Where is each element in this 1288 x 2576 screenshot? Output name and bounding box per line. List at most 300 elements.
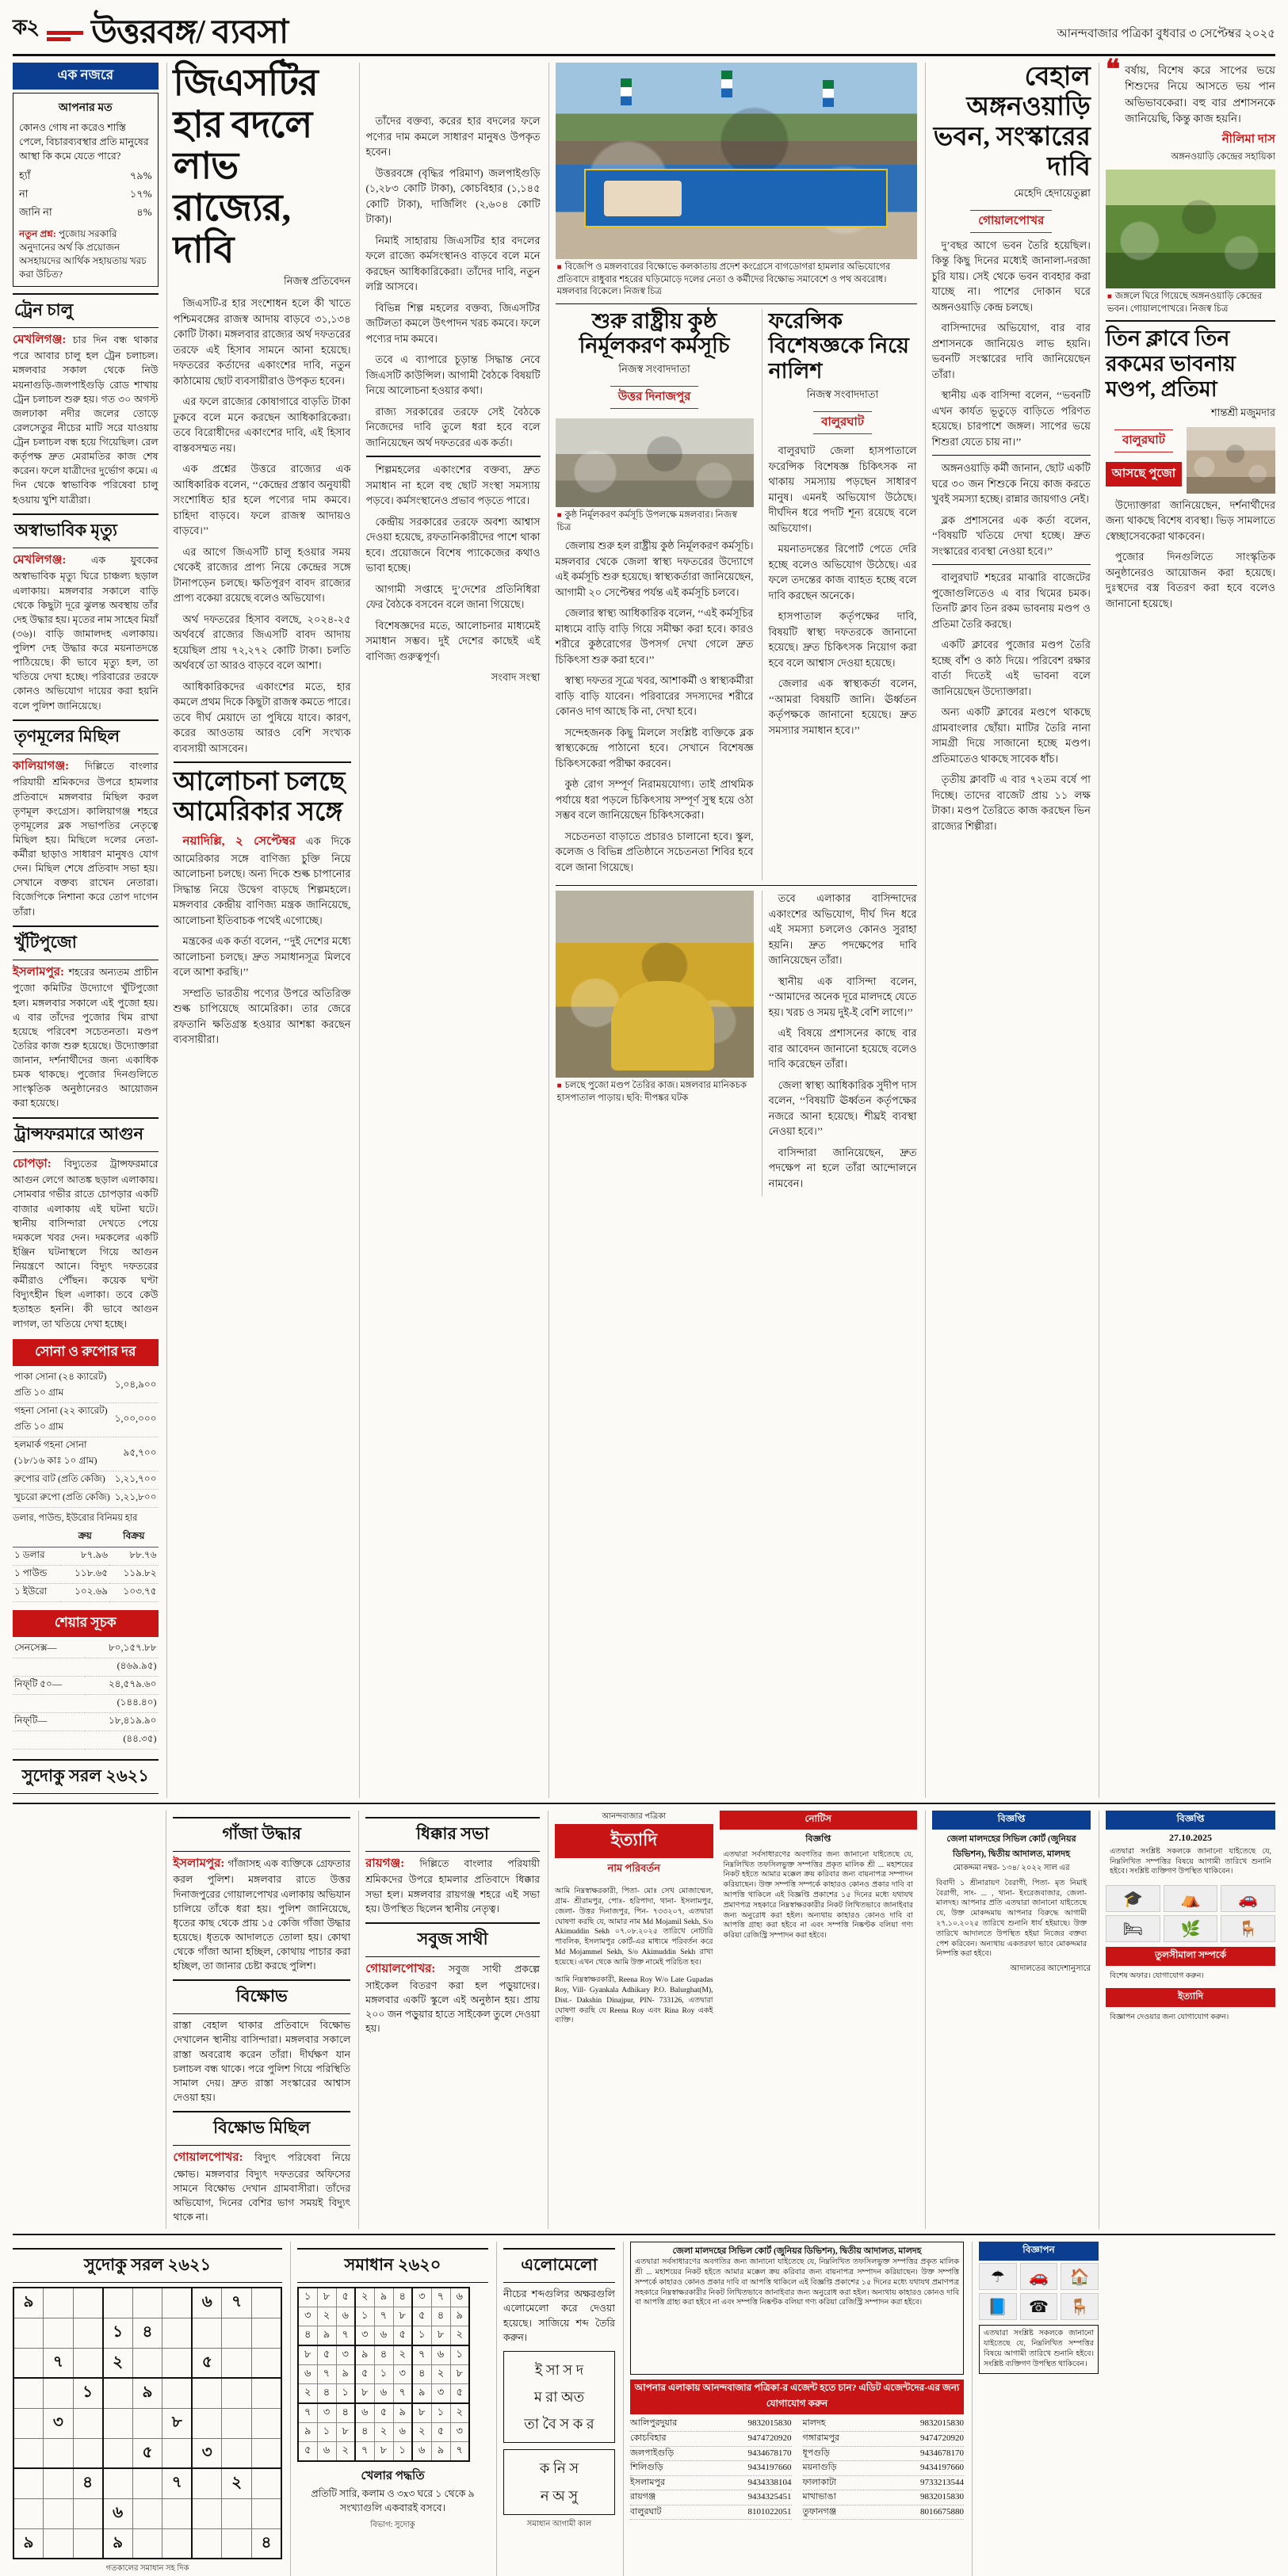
briefs-col-a: [166, 1811, 350, 2230]
sudoku-cell[interactable]: [162, 2318, 193, 2348]
elomelo-heading: এলোমেলো: [503, 2248, 615, 2283]
sudoku-cell[interactable]: [73, 2528, 103, 2559]
brief2-title: বিক্ষোভ মিছিল: [173, 2111, 350, 2146]
poll-row: [19, 204, 152, 223]
agent-contact-heading: আপনার এলাকায় আনন্দবাজার পত্রিকা-র এজেন্ট হতে চান? এডিট এজেন্টদের-এর জন্য যোগাযোগ করুন: [630, 2379, 964, 2414]
gold-value: ৯৫,৭০০: [113, 1437, 159, 1471]
solution-cell: ৭: [393, 2384, 412, 2404]
solution-cell: ৫: [374, 2403, 393, 2423]
solution-cell: ৮: [450, 2365, 469, 2384]
kusht-story: [556, 309, 754, 881]
bottom-band: [13, 2242, 1275, 2576]
sudoku-cell[interactable]: ৯: [103, 2528, 133, 2559]
lead-body-col2: [366, 113, 541, 450]
sudoku-cell[interactable]: ১: [73, 2378, 103, 2408]
paragraph: তৃতীয় ক্লাবটি এ বার ৭২তম বর্ষে পা দিচ্ছে। তাদের বাজেট প্রায় ১১ লক্ষ টাকা। মণ্ডপ তৈরিতে কাজ করছেন ভিন রাজ্যের শিল্পীরা।: [931, 773, 1091, 832]
solution-cell: ১: [374, 2365, 393, 2384]
poll-row: [19, 186, 152, 204]
sudoku-cell[interactable]: [222, 2438, 252, 2468]
solution-col: [290, 2242, 488, 2576]
america-body-cont: [366, 462, 541, 685]
fx-col-buy: ক্রয়: [61, 1528, 109, 1548]
solution-cell: ৬: [393, 2423, 412, 2442]
brief2-text: রাস্তা বেহাল থাকার প্রতিবাদে বিক্ষোভ দেখালেন স্থানীয় বাসিন্দারা। মঙ্গলবার সকালে রাস্তা অবরোধ করেন তাঁরা। দীর্ঘক্ষণ যান চলাচল বন্ধ থাকে। পরে পুলিশ গিয়ে পরিস্থিতি সামাল দেয়। দ্রুত রাস্তা সংস্কারের আশ্বাস দেওয়া হয়।: [173, 2020, 351, 2103]
phone-row: মাথাভাঙা 9832015830: [803, 2490, 965, 2505]
america-dateline: নয়াদিল্লি, ২ সেপ্টেম্বর: [182, 835, 296, 848]
solution-cell: ৬: [317, 2442, 336, 2462]
sudoku-cell[interactable]: [13, 2468, 44, 2498]
solution-cell: ১: [355, 2307, 374, 2326]
poll-row: [19, 168, 152, 186]
poll-heading: এক নজরে: [13, 63, 159, 90]
elomelo-col: [496, 2242, 615, 2576]
solution-cell: ৪: [412, 2365, 431, 2384]
sudoku-cell[interactable]: [132, 2468, 162, 2498]
paragraph: অঙ্গনওয়াড়ি কর্মী জানান, ছোট একটি ঘরে ৩০ জন শিশুকে নিয়ে কাজ করতে খুবই সমস্যা হচ্ছে। রান্নার জায়গাও নেই।: [931, 462, 1091, 506]
brief2-text: সবুজ সাথী প্রকল্পে সাইকেল বিতরণ করা হল পড়ুয়াদের। মঙ্গলবার একটি স্কুলে এই অনুষ্ঠান হয়। প্রায় ২০০ জন পড়ুয়ার হাতে সাইকেল তুলে দেওয়া হয়।: [365, 1963, 540, 2034]
sudoku-cell[interactable]: [132, 2408, 162, 2438]
brief-khutipujo: [13, 925, 159, 1111]
paragraph: উদ্যোক্তারা জানিয়েছেন, দর্শনার্থীদের জন্য থাকছে বিশেষ ব্যবস্থা। ভিড় সামলাতে স্বেচ্ছাসেবকেরা থাকবেন।: [1105, 498, 1275, 542]
paragraph: বিভিন্ন শিল্প মহলের বক্তব্য, জিএসটির জটিলতা কমলে উৎপাদন খরচ কমবে। ফলে পণ্যের দাম কমবে।: [365, 301, 541, 345]
brief-lead: ইসলামপুর:: [13, 965, 64, 979]
sudoku-cell[interactable]: [73, 2408, 103, 2438]
sudoku-cell[interactable]: [103, 2288, 133, 2318]
itadi-text: আমি নিম্নস্বাক্ষরকারী, পিতা- মোঃ সেখ মোজাম্মেল, গ্রাম- শ্রীরামপুর, পোঃ- হরিপাদা, থানা- ইসলামপুর, জেলা- উত্তর দিনাজপুর, পিন- ৭৩৩২০৭, এতদ্বারা ঘোষণা করছি যে, আমার নাম Md Mojamil Sekh, S/o Akimuddin Sekh ০৭.০৮.২০২৫ তারিখে নোটারি পাবলিক, ইসলামপুর কোর্ট-এর মাধ্যমে পরিবর্তন করে Md Mojammel Sekh, S/o Akimuddin Sekh রাখা হয়েছে। এখন থেকে আমি উক্ত নামেই পরিচিত হব।: [554, 1887, 713, 1967]
sudoku-cell[interactable]: ৫: [132, 2438, 162, 2468]
forensic-body: [769, 443, 917, 738]
gold-table: [13, 1369, 159, 1508]
sudoku-cell[interactable]: [222, 2408, 252, 2438]
mandap-photo-block: [556, 891, 754, 1196]
clubs-badge: আসছে পুজো: [1106, 462, 1182, 487]
sudoku-cell[interactable]: [103, 2408, 133, 2438]
quote-icon: ❝: [1105, 55, 1121, 85]
sudoku-cell[interactable]: [44, 2378, 74, 2408]
chair-icon: 🪑: [1221, 1915, 1275, 1942]
itadi-text: আমি নিম্নস্বাক্ষরকারী, Reena Roy W/o Late Gupadas Roy, Vill- Gyankala Adhikary P.O. Balurghat(M), Dist.- Dakshin Dinajpur, PIN- 733126, এতদ্বারা ঘোষণা করছি যে Reena Roy এবং Rina Roy একই ব্যক্তি।: [554, 1976, 713, 2025]
sudoku-cell[interactable]: ৬: [103, 2498, 133, 2528]
graduation-cap-icon: 🎓: [1106, 1885, 1160, 1912]
paragraph: জেলা স্বাস্থ্য আধিকারিক সুদীপ দাস বলেন, ‘‘বিষয়টি ঊর্ধ্বতন কর্তৃপক্ষের নজরে আনা হয়েছে। শীঘ্রই ব্যবস্থা নেওয়া হবে।’’: [768, 1078, 917, 1138]
sudoku-cell[interactable]: [251, 2318, 281, 2348]
poll-results: [19, 168, 152, 223]
sudoku-cell[interactable]: [251, 2288, 281, 2318]
sudoku-cell[interactable]: ৭: [162, 2468, 193, 2498]
elomelo-rows: [503, 2351, 615, 2444]
paragraph: উত্তরবঙ্গে (বৃদ্ধির পরিমাণ) জলপাইগুড়ি (১,২৮৩ কোটি টাকা), কোচবিহার (১,১৪৫ কোটি টাকা), দার্জিলিং (২,৬০৪ কোটি টাকা)।: [365, 166, 541, 225]
solution-cell: ৬: [431, 2345, 450, 2365]
sudoku-cell[interactable]: [73, 2438, 103, 2468]
page-number: ক২: [13, 16, 40, 39]
sudoku-cell[interactable]: [13, 2318, 44, 2348]
america-body: [174, 833, 351, 1048]
gold-heading: সোনা ও রুপোর দর: [13, 1339, 159, 1366]
share-heading: শেয়ার সূচক: [13, 1610, 159, 1637]
brief-title: ট্রান্সফরমারে আগুন: [13, 1117, 159, 1152]
sudoku-cell[interactable]: [73, 2318, 103, 2348]
brief2-title: সবুজ সাথী: [365, 1922, 540, 1957]
fx-row: ১ ডলার ৮৭.৯৬ ৮৮.৭৬: [13, 1547, 159, 1565]
kusht-dateline: উত্তর দিনাজপুর: [610, 386, 699, 409]
clubs-byline: শান্তশ্রী মজুমদার: [1210, 406, 1275, 418]
poll-box: [13, 63, 159, 287]
solution-cell: ১: [298, 2288, 317, 2307]
sudoku-cell[interactable]: [162, 2498, 193, 2528]
anganwadi-headline: বেহাল অঙ্গনওয়াড়ি ভবন, সংস্কারের দাবি: [933, 63, 1091, 181]
legal-col-2: [1099, 1811, 1275, 2230]
lead-byline: নিজস্ব প্রতিবেদন: [284, 275, 351, 288]
sudoku-cell[interactable]: [44, 2498, 74, 2528]
bottom-ads-col: [623, 2242, 964, 2576]
brief2-text: বিদ্যুৎ পরিষেবা নিয়ে ক্ষোভ। মঙ্গলবার বিদ্যুৎ দফতরের অফিসের সামনে বিক্ষোভ দেখান গ্রামবাসীরা। তাঁদের অভিযোগ, দিনের বেশির ভাগ সময়ই বিদ্যুৎ থাকে না।: [173, 2152, 351, 2223]
solution-cell: ৯: [336, 2365, 355, 2384]
sudoku-cell[interactable]: [222, 2348, 252, 2378]
sudoku-cell[interactable]: [251, 2408, 281, 2438]
paragraph: এই বিষয়ে প্রশাসনের কাছে বার বার আবেদন জানানো হয়েছে বলেও দাবি করেছেন তাঁরা।: [768, 1027, 917, 1070]
legal2-date: 27.10.2025: [1169, 1831, 1213, 1843]
brief2-lead: গোয়ালপোখর:: [173, 2151, 243, 2165]
solution-cell: ৭: [374, 2307, 393, 2326]
poll-label: হ্যাঁ: [19, 170, 31, 182]
sudoku-cell[interactable]: [44, 2528, 74, 2559]
solution-cell: ৪: [336, 2403, 355, 2423]
brief-text: চার দিন বন্ধ থাকার পরে আবার চালু হল ট্রেন চলাচল। মঙ্গলবার সকাল থেকে নিউ ময়নাগুড়ি-জলপাইগুড়ি রোড শাখায় ট্রেন চলাচল শুরু হয়। গত ৩০ অগস্ট জলঢাকা নদীর জলের তোড়ে রেলসেতুর নীচের মাটি সরে যাওয়ায় ট্রেন চলাচল বন্ধ হয়ে গিয়েছিল। রেল কর্তৃপক্ষ দ্রুত মেরামতির কাজ শেষ করেন। ফলে যাত্রীদের দুর্ভোগ কমে। এ দিন থেকে স্বাভাবিক পরিষেবা চালু হওয়ায় খুশি যাত্রীরা।: [13, 334, 159, 506]
solution-cell: ৮: [374, 2442, 393, 2462]
clubs-photo: [1187, 427, 1275, 494]
classified-small-head: ইত্যাদি: [1106, 1988, 1275, 2007]
brief2-title: ধিক্কার সভা: [365, 1817, 540, 1852]
poll-next-text: পুজোয় সরকারি অনুদানের অর্থ কি প্রয়োজন অসহায়দের আর্থিক সহায়তায় খরচ করা উচিত?: [19, 228, 147, 280]
phone-row: কোচবিহার 9474720920: [630, 2432, 792, 2447]
sudoku-grid[interactable]: [13, 2287, 282, 2559]
sudoku-col: [13, 2242, 282, 2576]
poll-next-label: নতুন প্রশ্ন:: [19, 228, 56, 240]
sudoku-block: [13, 1759, 159, 1794]
paragraph: কুষ্ঠ রোগ সম্পূর্ণ নিরাময়যোগ্য। তাই প্রাথমিক পর্যায়ে ধরা পড়লে চিকিৎসায় সম্পূর্ণ সুস্থ হয়ে ওঠা সম্ভব বলে জানিয়েছেন চিকিৎসকেরা।: [555, 778, 754, 822]
sudoku-cell[interactable]: [132, 2348, 162, 2378]
masthead: [13, 11, 1275, 56]
elomelo-answer: ক নি স: [539, 2460, 579, 2477]
elomelo-row: ই সা স দ: [534, 2361, 584, 2378]
solution-cell: ৫: [317, 2345, 336, 2365]
solution-cell: ৮: [355, 2384, 374, 2404]
fx-row: ১ পাউন্ড ১১৮.৬৫ ১১৯.৮২: [13, 1565, 159, 1583]
kusht-photo-caption: ■ কুষ্ঠ নির্মূলকরণ কর্মসূচি উপলক্ষে মঙ্গলবার। নিজস্ব চিত্র: [556, 507, 754, 534]
solution-cell: ৩: [298, 2307, 317, 2326]
paragraph: সচেতনতা বাড়াতে প্রচারও চালানো হবে। স্কুল, কলেজ ও বিভিন্ন প্রতিষ্ঠানে সচেতনতা শিবির হবে বলে জানা গিয়েছে।: [555, 830, 754, 873]
elomelo-row: তা বৈ স ক র: [524, 2416, 594, 2433]
phone-row: ফালাকাটা 9733213544: [803, 2476, 965, 2491]
paragraph: বিশেষজ্ঞদের মতে, আলোচনার মাধ্যমেই সমাধান সম্ভব। দুই দেশের কাছেই এই বাণিজ্য গুরুত্বপূর্ণ।: [365, 619, 541, 662]
solution-cell: ৯: [374, 2288, 393, 2307]
bed-icon: 🛏: [1106, 1915, 1160, 1942]
classified-small-head: তুলসীমালা সম্পর্কে: [1106, 1947, 1275, 1966]
poll-next-question: [19, 227, 152, 280]
gold-row: [13, 1437, 159, 1471]
masthead-left: [13, 11, 288, 49]
quote-name: নীলিমা দাস: [1221, 133, 1275, 146]
sudoku-cell[interactable]: ৭: [44, 2348, 74, 2378]
mandap-photo: [556, 891, 754, 1078]
page-columns: [13, 55, 1275, 1798]
sudoku-cell[interactable]: [251, 2498, 281, 2528]
share-table: [13, 1640, 159, 1750]
sudoku-cell[interactable]: [44, 2468, 74, 2498]
phone-row: ধূপগুড়ি 9434678170: [803, 2447, 965, 2462]
solution-cell: ১: [393, 2442, 412, 2462]
phone-row: রায়গঞ্জ 9434325451: [630, 2490, 792, 2505]
solution-cell: ৫: [393, 2326, 412, 2346]
brief-text: শহরের অন্যতম প্রাচীন পুজো কমিটির উদ্যোগে খুঁটিপুজো হল। মঙ্গলবার সকালে এই পুজো হয়। এ বার তাঁদের পুজোর থিম রাখা হয়েছে পরিবেশ সচেতনতা। মণ্ডপ তৈরির কাজ শুরু হয়েছে। উদ্যোক্তারা জানান, দর্শনার্থীদের জন্য একাধিক চমক থাকছে। পুজোর দিনগুলিতে সাংস্কৃতিক অনুষ্ঠানেরও আয়োজন করা হয়েছে।: [13, 966, 159, 1109]
sudoku-cell[interactable]: ১: [103, 2318, 133, 2348]
paragraph: বালুরঘাট শহরের মাঝারি বাজেটের পুজোগুলিতেও এ বার থিমের চমক। তিনটি ক্লাব তিন রকম ভাবনায় মণ্ডপ ও প্রতিমা তৈরি করছে।: [931, 571, 1091, 630]
anganwadi-body: [932, 238, 1091, 450]
gold-label: খুচরো রুপো (প্রতি কেজি): [13, 1489, 113, 1507]
share-row: নিফ্‌টি— ১৮,৪১৯.৯০: [13, 1712, 159, 1731]
solution-cell: ৯: [317, 2326, 336, 2346]
solution-cell: ৬: [450, 2288, 469, 2307]
ads-footer-heading: বিজ্ঞাপন: [979, 2242, 1099, 2261]
legal-col-1: [925, 1811, 1091, 2230]
paragraph: নিমাই সাহারায় জিএসটির হার বদলের ফলে রাজ্যে কর্মসংস্থানও বাড়বে বলে মনে করছেন আধিকারিকেরা। তাঁদের দাবি, নতুন লগ্নি আসবে।: [365, 234, 541, 292]
solution-cell: ৬: [355, 2403, 374, 2423]
sudoku-cell[interactable]: [103, 2468, 133, 2498]
phone-row: ময়নাগুড়ি 9434197660: [803, 2461, 965, 2476]
rally-photo: [556, 63, 917, 259]
forensic-body-cont: [762, 891, 917, 1196]
sudoku-cell[interactable]: [44, 2438, 74, 2468]
solution-cell: ১: [431, 2403, 450, 2423]
gold-row: [13, 1489, 159, 1507]
sudoku-cell[interactable]: [13, 2438, 44, 2468]
paragraph: দু’বছর আগে ভবন তৈরি হয়েছিল। কিন্তু কিছু দিনের মধ্যেই জানালা-দরজা চুরি যায়। সেই থেকে ভবন ব্যবহার করা যাচ্ছে না। পাশের দোকান ঘরে অঙ্গনওয়াড়ি কেন্দ্র চলছে।: [931, 239, 1091, 313]
forensic-byline: নিজস্ব সংবাদদাতা: [806, 388, 879, 401]
solution-cell: ৮: [336, 2423, 355, 2442]
brief-train: [13, 293, 159, 507]
solution-cell: ৩: [412, 2288, 431, 2307]
sudoku-cell[interactable]: ৪: [73, 2468, 103, 2498]
brief-death: [13, 513, 159, 713]
sudoku-cell[interactable]: [13, 2408, 44, 2438]
fx-row: ১ ইউরো ১০২.৬৯ ১০৩.৭৫: [13, 1583, 159, 1601]
sudoku-cell[interactable]: [162, 2288, 193, 2318]
phone-columns: [630, 2417, 964, 2520]
sudoku-cell[interactable]: [251, 2438, 281, 2468]
solution-cell: ৩: [336, 2345, 355, 2365]
paragraph: বাসিন্দারা জানিয়েছেন, দ্রুত পদক্ষেপ না হলে তাঁরা আন্দোলনে নামবেন।: [768, 1146, 917, 1189]
sudoku-cell[interactable]: ৯: [13, 2288, 44, 2318]
sudoku-cell[interactable]: ৭: [222, 2288, 252, 2318]
solution-cell: ৬: [298, 2365, 317, 2384]
phone-col-1: [630, 2417, 792, 2520]
brief-text: বিদ্যুতের ট্রান্সফরমারে আগুন লেগে আতঙ্ক ছড়াল এলাকায়। সোমবার গভীর রাতে চোপড়ার একটি বাজার এলাকায় এই ঘটনা ঘটে। স্থানীয় বাসিন্দারা দেখতে পেয়ে দমকলে খবর দেন। দমকলের একটি ইঞ্জিন ঘটনাস্থলে গিয়ে আগুন নিয়ন্ত্রণে আনে। বিদ্যুৎ দফতরের কর্মীরাও পৌঁছন। কয়েক ঘণ্টা বিদ্যুৎহীন ছিল এলাকা। তবে কেউ হতাহত হননি। কী ভাবে আগুন লাগল, তা খতিয়ে দেখা হচ্ছে।: [13, 1158, 159, 1330]
share-row: (১৪৪.৪০): [13, 1694, 159, 1712]
sudoku-cell[interactable]: [73, 2498, 103, 2528]
solution-cell: ২: [336, 2442, 355, 2462]
poll-subhead: আপনার মত: [58, 102, 113, 114]
sudoku-cell[interactable]: [13, 2348, 44, 2378]
solution-cell: ২: [450, 2403, 469, 2423]
sudoku-cell[interactable]: [44, 2288, 74, 2318]
solution-cell: ৬: [336, 2307, 355, 2326]
paragraph: আধিকারিকদের একাংশের মতে, হার কমলে প্রথম দিকে কিছুটা রাজস্ব কমতে পারে। তবে দীর্ঘ মেয়াদে তা পুষিয়ে যাবে। কারণ, করের আওতায় আরও বেশি সংখ্যক ব্যবসায়ী আসবেন।: [173, 680, 351, 754]
solution-cell: ৮: [298, 2345, 317, 2365]
paragraph: জেলার স্বাস্থ্য আধিকারিক বলেন, ‘‘এই কর্মসূচির মাধ্যমে বাড়ি বাড়ি গিয়ে সমীক্ষা করা হবে। কারও শরীরে কুষ্ঠরোগের উপসর্গ দেখা গেলে দ্রুত চিকিৎসা শুরু করা হবে।’’: [555, 607, 754, 666]
paragraph: রাজ্য সরকারের তরফে সেই বৈঠকে নিজেদের দাবি তুলে ধরা হবে বলে জানিয়েছেন অর্থ দফতরের এক কর্তা।: [365, 405, 541, 448]
sudoku-cell[interactable]: [44, 2318, 74, 2348]
car-icon: 🚗: [1221, 1885, 1275, 1912]
legal1-case: মোকদ্দমা নম্বর- ১৩৪/ ২০২২ সাল এর: [953, 1863, 1070, 1872]
solution-cell: ৭: [317, 2365, 336, 2384]
solution-cell: ৭: [431, 2288, 450, 2307]
solution-cell: ১: [412, 2326, 431, 2346]
phone-row: মালদহ 9832015830: [803, 2417, 965, 2432]
phone-col-2: [803, 2417, 965, 2520]
lead-body-col1: [174, 296, 351, 756]
sudoku-rule-text: প্রতিটি সারি, কলাম ও ৩x৩ ঘরে ১ থেকে ৯ সংখ্যাগুলি একবারই বসবে।: [311, 2488, 475, 2514]
bottom-icon-grid: [979, 2263, 1099, 2320]
solution-cell: ৯: [393, 2403, 412, 2423]
sudoku-cell[interactable]: ২: [222, 2468, 252, 2498]
anganwadi-byline: মেহেদি হেদায়েতুল্লা: [1014, 186, 1091, 199]
column-right-1: [925, 63, 1091, 1798]
sudoku-cell[interactable]: [132, 2288, 162, 2318]
sudoku-cell[interactable]: [222, 2498, 252, 2528]
sudoku-cell[interactable]: ৮: [162, 2408, 193, 2438]
sudoku-cell[interactable]: [251, 2348, 281, 2378]
sudoku-cell[interactable]: [162, 2528, 193, 2559]
solution-cell: ৯: [355, 2345, 374, 2365]
forensic-headline: ফরেন্সিক বিশেষজ্ঞকে নিয়ে নালিশ: [768, 308, 909, 384]
paragraph: ময়নাতদন্তের রিপোর্ট পেতে দেরি হচ্ছে বলেও অভিযোগ উঠেছে। এর ফলে তদন্তের কাজ ব্যাহত হচ্ছে বলে দাবি করছেন অনেকে।: [768, 543, 917, 601]
sudoku-cell[interactable]: ২: [103, 2348, 133, 2378]
solution-cell: ৮: [412, 2403, 431, 2423]
sudoku-cell[interactable]: ৯: [132, 2378, 162, 2408]
solution-grid: [297, 2287, 470, 2462]
notice-heading: নোটিস: [720, 1811, 917, 1830]
brief-title: খুঁটিপুজো: [13, 925, 159, 960]
kusht-photo: [556, 418, 754, 507]
sudoku-cell[interactable]: [192, 2528, 222, 2559]
share-row: সেনসেক্স— ৮০,১৫৭.৮৮: [13, 1640, 159, 1658]
solution-cell: ৪: [431, 2307, 450, 2326]
legal2-text: এতদ্বারা সংশ্লিষ্ট সকলকে জানানো যাইতেছে যে, নিম্নলিখিত সম্পত্তির বিষয়ে আগামী তারিখে শুনানি হইবে। সংশ্লিষ্ট ব্যক্তিগণ উপস্থিত থাকিবেন।: [1110, 1847, 1271, 1876]
sudoku-cell[interactable]: [162, 2378, 193, 2408]
share-row: নিফ্‌টি ৫০— ২৪,৫৭৯.৬০: [13, 1676, 159, 1694]
lower-col-blank: [13, 1811, 158, 2230]
solution-cell: ৬: [412, 2442, 431, 2462]
solution-cell: ৪: [355, 2423, 374, 2442]
gold-rate-box: [13, 1339, 159, 1602]
brief-lead: মেখলিগঞ্জ:: [13, 333, 67, 346]
sudoku-cell[interactable]: ৯: [13, 2528, 44, 2559]
sudoku-cell[interactable]: ৩: [44, 2408, 74, 2438]
gold-label: গহনা সোনা (২২ ক্যারেট) প্রতি ১০ গ্রাম: [13, 1402, 113, 1437]
sudoku-cell[interactable]: [192, 2468, 222, 2498]
sudoku-cell[interactable]: [103, 2438, 133, 2468]
solution-cell: ১: [450, 2345, 469, 2365]
sudoku-cell[interactable]: [192, 2378, 222, 2408]
sudoku-cell[interactable]: [162, 2348, 193, 2378]
solution-cell: ৫: [450, 2384, 469, 2404]
forensic-story: [762, 309, 917, 881]
brief-text: দিল্লিতে বাংলার পরিযায়ী শ্রমিকদের উপরে হামলার প্রতিবাদে মঙ্গলবার মিছিল করল তৃণমূল কংগ্রেস। কালিয়াগঞ্জ শহরে তৃণমূলের ব্লক সভাপতির নেতৃত্বে মিছিল হয়। মিছিলে দলের নেতা-কর্মীরা ছাড়াও সাধারণ মানুষও যোগ দেন। মিছিল শেষে প্রতিবাদ সভা হয়। সেখানে বক্তব্য রাখেন নেতারা। বিজেপিকে নিশানা করে তোপ দাগেন তাঁরা।: [13, 760, 159, 918]
sudoku-cell[interactable]: [192, 2498, 222, 2528]
masthead-date: আনন্দবাজার পত্রিকা বুধবার ৩ সেপ্টেম্বর ২০২৫: [1057, 28, 1275, 40]
gold-label: রুপোর বাট (প্রতি কেজি): [13, 1471, 113, 1489]
solution-cell: ২: [450, 2326, 469, 2346]
sudoku-cell[interactable]: [73, 2288, 103, 2318]
column-lead: [166, 63, 351, 1798]
sudoku-cell[interactable]: [192, 2318, 222, 2348]
solution-cell: ৩: [317, 2403, 336, 2423]
gold-value: ১,০০,০০০: [113, 1402, 159, 1437]
sudoku-cell[interactable]: [222, 2378, 252, 2408]
paragraph: অর্থ দফতরের হিসাব বলছে, ২০২৪-২৫ অর্থবর্ষে রাজ্যের জিএসটি বাবদ আদায় হয়েছিল প্রায় ৭২,২৭২ কোটি টাকা। চলতি অর্থবর্ষে তা আরও বাড়বে বলে আশা।: [173, 613, 351, 672]
sudoku-title: সুদোকু সরল ২৬২১: [13, 1759, 159, 1794]
sudoku-cell[interactable]: [192, 2408, 222, 2438]
paragraph: তাঁদের বক্তব্য, করের হার বদলের ফলে পণ্যের দাম কমলে সাধারণ মানুষও উপকৃত হবেন।: [365, 115, 541, 158]
classified-small-text: বিশেষ অফার। যোগাযোগ করুন।: [1110, 1972, 1204, 1981]
sudoku-cell[interactable]: ৪: [251, 2528, 281, 2559]
sudoku-cell[interactable]: [103, 2378, 133, 2408]
sudoku-cell[interactable]: ৬: [192, 2288, 222, 2318]
share-row: (৪৪.৩৫): [13, 1731, 159, 1749]
sudoku-cell[interactable]: [13, 2498, 44, 2528]
solution-cell: ৩: [431, 2384, 450, 2404]
brief2-title: গাঁজা উদ্ধার: [173, 1817, 350, 1852]
sudoku-cell[interactable]: [251, 2378, 281, 2408]
america-headline: আলোচনা চলছে আমেরিকার সঙ্গে: [173, 768, 346, 827]
sudoku-cell[interactable]: [13, 2378, 44, 2408]
sudoku-cell[interactable]: ৩: [192, 2438, 222, 2468]
sudoku-cell[interactable]: [222, 2528, 252, 2559]
solution-cell: ১: [336, 2384, 355, 2404]
book-icon: 📘: [979, 2293, 1017, 2320]
notice-text: এতদ্বারা সর্বসাধারণের অবগতির জন্য জানানো যাইতেছে যে, নিম্নলিখিত তফসিলভুক্ত সম্পত্তির প্রকৃত মালিক শ্রী ... মহাশয়ের নিকট হইতে আমার মক্কেল ক্রয় করিবার জন্য বায়নাপত্র সম্পাদন করিয়াছেন। উক্ত সম্পত্তি সম্পর্কে কাহারও কোনও প্রকার দাবি বা আপত্তি থাকিলে এই বিজ্ঞপ্তি প্রকাশের ১৫ দিনের মধ্যে যথাযথ প্রমাণপত্র সহকারে নিম্নস্বাক্ষরকারীর নিকট লিখিতভাবে জানাইবার জন্য অনুরোধ করা হইল। অন্যথায় কাহারও কোনও দাবি বা আপত্তি গ্রাহ্য করা হইবে না এবং সম্পত্তি নিষ্কণ্টক বলিয়া গণ্য করিয়া রেজিস্ট্রি সম্পাদন করা হইবে।: [723, 1850, 913, 1941]
fx-col-currency: [13, 1528, 61, 1548]
gold-row: [13, 1369, 159, 1403]
solution-cell: ২: [355, 2288, 374, 2307]
masthead-red-bars: [47, 31, 83, 49]
solution-cell: ৭: [412, 2345, 431, 2365]
poll-value: ১৭%: [129, 188, 152, 200]
kusht-body: [556, 538, 754, 875]
solution-cell: ৬: [374, 2326, 393, 2346]
itadi-sub: নাম পরিবর্তন: [607, 1861, 660, 1874]
elomelo-row: ম রা অত: [533, 2389, 585, 2405]
solution-cell: ৩: [450, 2423, 469, 2442]
gold-value: ১,২১,৭০০: [113, 1471, 159, 1489]
solution-cell: ৭: [298, 2403, 317, 2423]
sudoku-cell[interactable]: [251, 2468, 281, 2498]
sudoku-cell[interactable]: [222, 2318, 252, 2348]
brief-lead: মেখলিগঞ্জ:: [13, 553, 67, 567]
column-left: [13, 63, 159, 1798]
clubs-body: [1106, 498, 1275, 612]
sudoku-cell[interactable]: [73, 2348, 103, 2378]
sudoku-cell[interactable]: [132, 2528, 162, 2559]
brief2-lead: রায়গঞ্জ:: [365, 1857, 405, 1870]
house-icon: 🏠: [1061, 2263, 1099, 2290]
sudoku-cell[interactable]: ৪: [132, 2318, 162, 2348]
sudoku-cell[interactable]: [132, 2498, 162, 2528]
sudoku-cell[interactable]: ৫: [192, 2348, 222, 2378]
sudoku-cell[interactable]: [162, 2438, 193, 2468]
paragraph: তবে এ ব্যাপারে চূড়ান্ত সিদ্ধান্ত নেবে জিএসটি কাউন্সিল। আগামী বৈঠকে বিষয়টি নিয়ে আলোচনা হওয়ার কথা।: [365, 353, 541, 396]
brief-transformer: [13, 1117, 159, 1331]
